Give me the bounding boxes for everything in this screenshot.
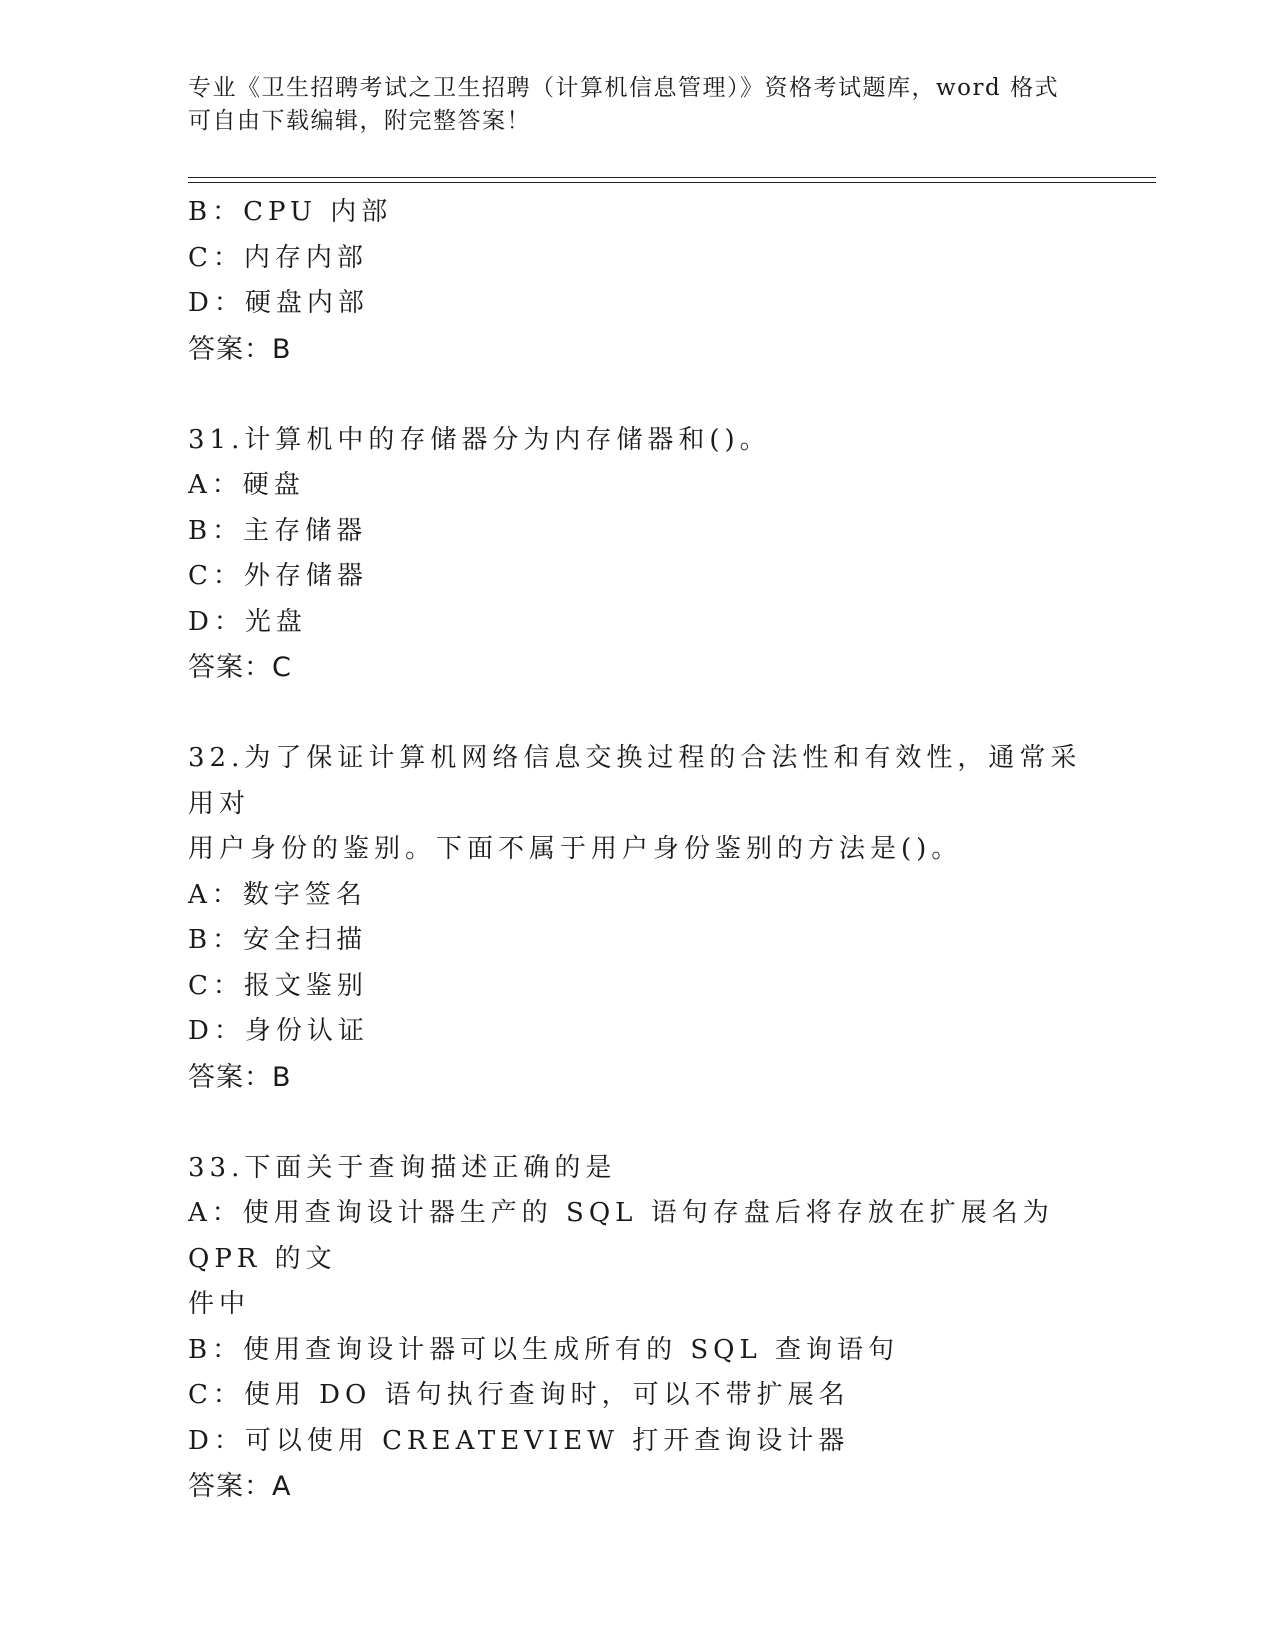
header-rule-bottom <box>188 182 1156 183</box>
question-stem: 33.下面关于查询描述正确的是 <box>188 1152 617 1183</box>
question-stem-line-2: 用户身份的鉴别。下面不属于用户身份鉴别的方法是()。 <box>188 834 963 864</box>
answer-line: 答案：A <box>188 1471 292 1502</box>
question-content <box>188 190 1088 1510</box>
option-a: A：数字签名 <box>188 879 367 910</box>
option-c: C：报文鉴别 <box>188 970 368 1001</box>
question-32 <box>188 736 1088 1101</box>
option-d: D：可以使用 CREATEVIEW 打开查询设计器 <box>188 1425 850 1456</box>
option-b: B：使用查询设计器可以生成所有的 SQL 查询语句 <box>188 1334 900 1365</box>
header-line-2: 可自由下载编辑，附完整答案！ <box>188 108 531 134</box>
option-d: D：身份认证 <box>188 1016 369 1046</box>
option-d: D：光盘 <box>188 606 307 637</box>
option-b: B：安全扫描 <box>188 925 368 955</box>
option-c: C：使用 DO 语句执行查询时，可以不带扩展名 <box>188 1380 850 1410</box>
question-stem: 31.计算机中的存储器分为内存储器和()。 <box>188 424 771 455</box>
question-stem-line-1: 32.为了保证计算机网络信息交换过程的合法性和有效性，通常采用对 <box>188 743 1082 819</box>
option-a-line-1: A：使用查询设计器生产的 SQL 语句存盘后将存放在扩展名为 QPR 的文 <box>188 1198 1054 1274</box>
answer-line: 答案：B <box>188 333 292 365</box>
option-a: A：硬盘 <box>188 470 305 500</box>
header-rule-top <box>188 177 1156 178</box>
answer-line: 答案：C <box>188 652 292 683</box>
option-d: D：硬盘内部 <box>188 288 369 318</box>
option-b: B：CPU 内部 <box>188 197 393 227</box>
option-c: C：外存储器 <box>188 561 368 591</box>
header-line-1: 专业《卫生招聘考试之卫生招聘（计算机信息管理）》资格考试题库，word 格式 <box>188 75 1060 101</box>
prev-question <box>188 190 1088 373</box>
question-33 <box>188 1146 1088 1511</box>
document-header <box>188 72 1068 138</box>
answer-line: 答案：B <box>188 1061 292 1093</box>
option-b: B：主存储器 <box>188 515 368 546</box>
option-c: C：内存内部 <box>188 242 368 273</box>
question-31 <box>188 418 1088 692</box>
option-a-line-2: 件中 <box>188 1289 251 1319</box>
